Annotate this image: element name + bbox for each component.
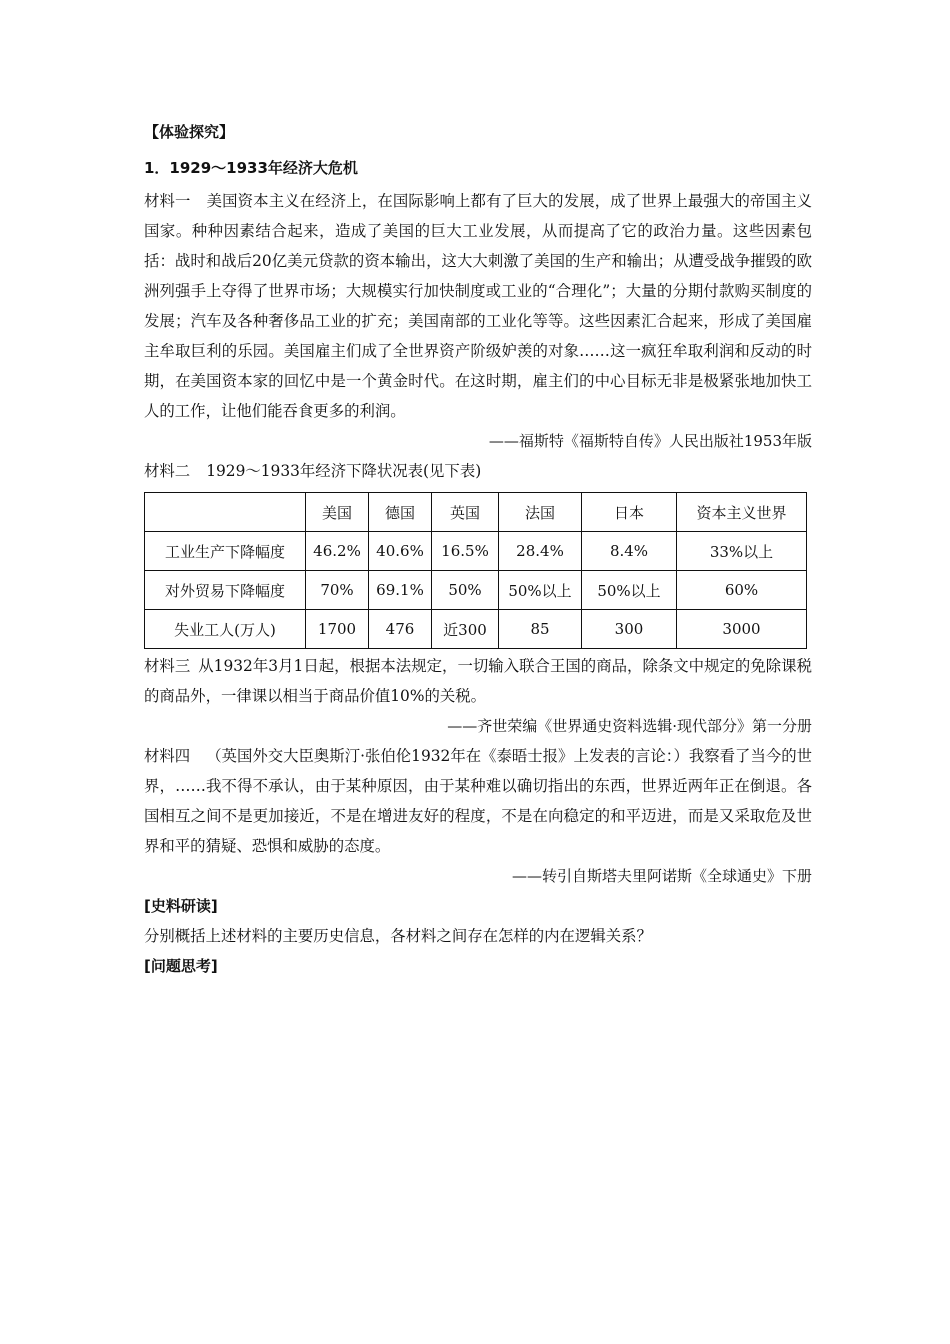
material-1 bbox=[144, 186, 812, 426]
table-cell: 70% bbox=[306, 571, 369, 610]
table-header-cell: 资本主义世界 bbox=[677, 493, 807, 532]
table-row bbox=[145, 532, 807, 571]
table-cell: 8.4% bbox=[582, 532, 677, 571]
research-question: 分别概括上述材料的主要历史信息，各材料之间存在怎样的内在逻辑关系？ bbox=[144, 927, 652, 945]
table-header-cell: 美国 bbox=[306, 493, 369, 532]
research-title: [史料研读] bbox=[144, 897, 218, 915]
table-cell: 300 bbox=[582, 610, 677, 649]
thinking-title: [问题思考] bbox=[144, 957, 218, 975]
document-page bbox=[144, 118, 812, 981]
table-header-cell: 德国 bbox=[369, 493, 432, 532]
table-cell: 3000 bbox=[677, 610, 807, 649]
table-cell: 85 bbox=[499, 610, 582, 649]
material-3-label: 材料三 bbox=[144, 657, 191, 675]
table-cell: 33%以上 bbox=[677, 532, 807, 571]
material-3-text: 从1932年3月1日起，根据本法规定，一切输入联合王国的商品，除条文中规定的免除课税的商品外，一律课以相当于商品价值10%的关税。 bbox=[144, 657, 812, 705]
material-4 bbox=[144, 741, 812, 861]
economic-decline-table bbox=[144, 492, 807, 649]
table-cell: 28.4% bbox=[499, 532, 582, 571]
material-2-text: 1929～1933年经济下降状况表(见下表) bbox=[206, 462, 482, 480]
material-1-source: ——福斯特《福斯特自传》人民出版社1953年版 bbox=[488, 432, 812, 450]
table-cell: 50% bbox=[432, 571, 499, 610]
table-header-cell: 法国 bbox=[499, 493, 582, 532]
table-cell: 50%以上 bbox=[499, 571, 582, 610]
table-header-cell: 日本 bbox=[582, 493, 677, 532]
table-cell: 工业生产下降幅度 bbox=[145, 532, 306, 571]
table-cell: 69.1% bbox=[369, 571, 432, 610]
material-3 bbox=[144, 651, 812, 711]
table-header-cell bbox=[145, 493, 306, 532]
table-cell: 失业工人(万人) bbox=[145, 610, 306, 649]
material-4-source: ——转引自斯塔夫里阿诺斯《全球通史》下册 bbox=[511, 867, 812, 885]
table-cell: 16.5% bbox=[432, 532, 499, 571]
table-cell: 对外贸易下降幅度 bbox=[145, 571, 306, 610]
section-title: 【体验探究】 bbox=[144, 123, 235, 141]
topic-title: 1．1929～1933年经济大危机 bbox=[144, 159, 358, 177]
table-cell: 50%以上 bbox=[582, 571, 677, 610]
material-3-source: ——齐世荣编《世界通史资料选辑·现代部分》第一分册 bbox=[447, 717, 812, 735]
table-cell: 476 bbox=[369, 610, 432, 649]
table-cell: 40.6% bbox=[369, 532, 432, 571]
material-1-label: 材料一 bbox=[144, 192, 191, 210]
material-4-text: （英国外交大臣奥斯汀·张伯伦1932年在《泰晤士报》上发表的言论：）我察看了当今的世界，……我不得不承认，由于某种原因，由于某种难以确切指出的东西，世界近两年正在倒退。各国相互之间不是更加接近，不是在增进友好的程度，不是在向稳定的和平迈进，而是又采取危及世界和平的猜疑、恐惧和威胁的态度。 bbox=[144, 747, 813, 855]
table-row bbox=[145, 571, 807, 610]
table-cell: 46.2% bbox=[306, 532, 369, 571]
table-header-cell: 英国 bbox=[432, 493, 499, 532]
material-4-label: 材料四 bbox=[144, 747, 191, 765]
material-1-text: 美国资本主义在经济上，在国际影响上都有了巨大的发展，成了世界上最强大的帝国主义国家。种种因素结合起来，造成了美国的巨大工业发展，从而提高了它的政治力量。这些因素包括：战时和战后20亿美元贷款的资本输出，这大大刺激了美国的生产和输出；从遭受战争摧毁的欧洲列强手上夺得了世界市场；大规模实行加快制度或工业的“合理化”；大量的分期付款购买制度的发展；汽车及各种奢侈品工业的扩充；美国南部的工业化等等。这些因素汇合起来，形成了美国雇主牟取巨利的乐园。美国雇主们成了全世界资产阶级妒羡的对象……这一疯狂牟取利润和反动的时期，在美国资本家的回忆中是一个黄金时代。在这时期，雇主们的中心目标无非是极紧张地加快工人的工作，让他们能吞食更多的利润。 bbox=[144, 192, 812, 420]
table-header-row bbox=[145, 493, 807, 532]
table-cell: 60% bbox=[677, 571, 807, 610]
material-2-label: 材料二 bbox=[144, 462, 191, 480]
material-2 bbox=[144, 456, 812, 486]
table-cell: 1700 bbox=[306, 610, 369, 649]
table-row bbox=[145, 610, 807, 649]
table-cell: 近300 bbox=[432, 610, 499, 649]
